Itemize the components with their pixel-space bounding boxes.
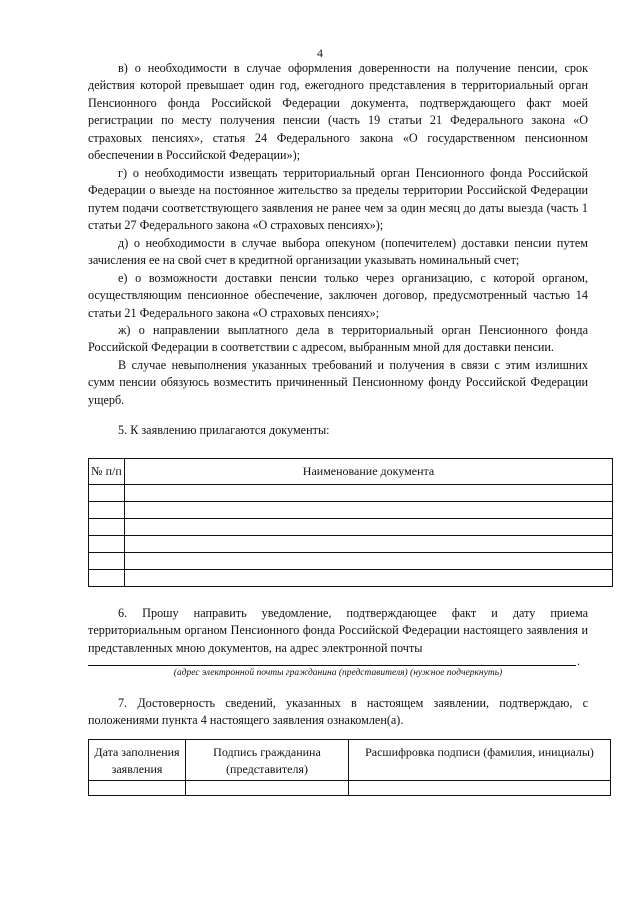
table-cell[interactable] [89,485,125,502]
table-cell[interactable] [125,502,613,519]
signature-table [88,739,611,796]
documents-table [88,458,613,587]
table-cell[interactable] [89,502,125,519]
signature-table-header [89,740,611,781]
table-cell[interactable] [125,570,613,587]
table-row [89,536,613,553]
table-cell[interactable] [89,570,125,587]
table-cell[interactable] [89,553,125,570]
email-caption: (адрес электронной почты гражданина (представителя) (нужное подчеркнуть) [173,668,503,678]
table-cell[interactable] [125,485,613,502]
page-number: 4 [317,46,323,60]
table-row [89,570,613,587]
section5-heading: 5. К заявлению прилагаются документы: [118,423,330,437]
table-cell[interactable] [89,519,125,536]
table-cell[interactable] [125,536,613,553]
table-cell[interactable] [125,519,613,536]
decode-cell[interactable] [349,781,611,796]
paragraph-e: е) о возможности доставки пенсии только через организацию, с которой органом, осуществляющим пенсионное обеспечение, заключен договор, предусмотренный частью 14 статьи 21 Федерального закона «О страховых пенсиях»; [88,271,588,320]
date-cell[interactable] [89,781,186,796]
table-row [89,553,613,570]
table-row [89,781,611,796]
table-row [89,485,613,502]
paragraph-liability: В случае невыполнения указанных требований и получения в связи с этим излишних сумм пенсии обязуюсь возместить причиненный Пенсионному фонду Российской Федерации ущерб. [88,358,588,407]
signature-cell[interactable] [186,781,349,796]
email-line-end: . [577,654,580,668]
col-document-name-header: Наименование документа [125,459,613,485]
paragraph-d: д) о необходимости в случае выбора опекуном (попечителем) доставки пенсии путем зачисления ее на свой счет в кредитной организации указывать номинальный счет; [88,236,588,268]
table-row [89,502,613,519]
col-signature-header: Подпись гражданина (представителя) [186,740,349,781]
col-decode-header: Расшифровка подписи (фамилия, инициалы) [349,740,611,781]
email-address-line[interactable] [88,659,576,666]
paragraph-g: г) о необходимости извещать территориальный орган Пенсионного фонда Российской Федерации о выезде на постоянное жительство за пределы территории Российской Федерации путем подачи соответствующего заявления не ранее чем за один месяц до даты выезда (часть 1 статьи 27 Федерального закона «О страховых пенсиях»); [88,166,588,233]
table-cell[interactable] [125,553,613,570]
table-row [89,519,613,536]
paragraph-zh: ж) о направлении выплатного дела в территориальный орган Пенсионного фонда Российской Федерации в соответствии с адресом, выбранным мной для доставки пенсии. [88,323,588,355]
documents-table-header [89,459,613,485]
col-number-header: № п/п [89,459,125,485]
section6-text: 6. Прошу направить уведомление, подтверждающее факт и дату приема территориальным органом Пенсионного фонда Российской Федерации настоящего заявления и представленных мною документов, на адрес электронной почты [88,606,588,655]
table-cell[interactable] [89,536,125,553]
section7-text: 7. Достоверность сведений, указанных в настоящем заявлении, подтверждаю, с положениями пункта 4 настоящего заявления ознакомлен(а). [88,696,588,728]
paragraph-v: в) о необходимости в случае оформления доверенности на получение пенсии, срок действия которой превышает один год, ежегодного представления в территориальный орган Пенсионного фонда Российской Федерации документа, подтверждающего факт моей регистрации по месту получения пенсии (часть 19 статьи 21 Федерального закона «О страховых пенсиях», статья 24 Федерального закона «О государственном пенсионном обеспечении в Российской Федерации»); [88,61,588,163]
col-date-header: Дата заполнения заявления [89,740,186,781]
